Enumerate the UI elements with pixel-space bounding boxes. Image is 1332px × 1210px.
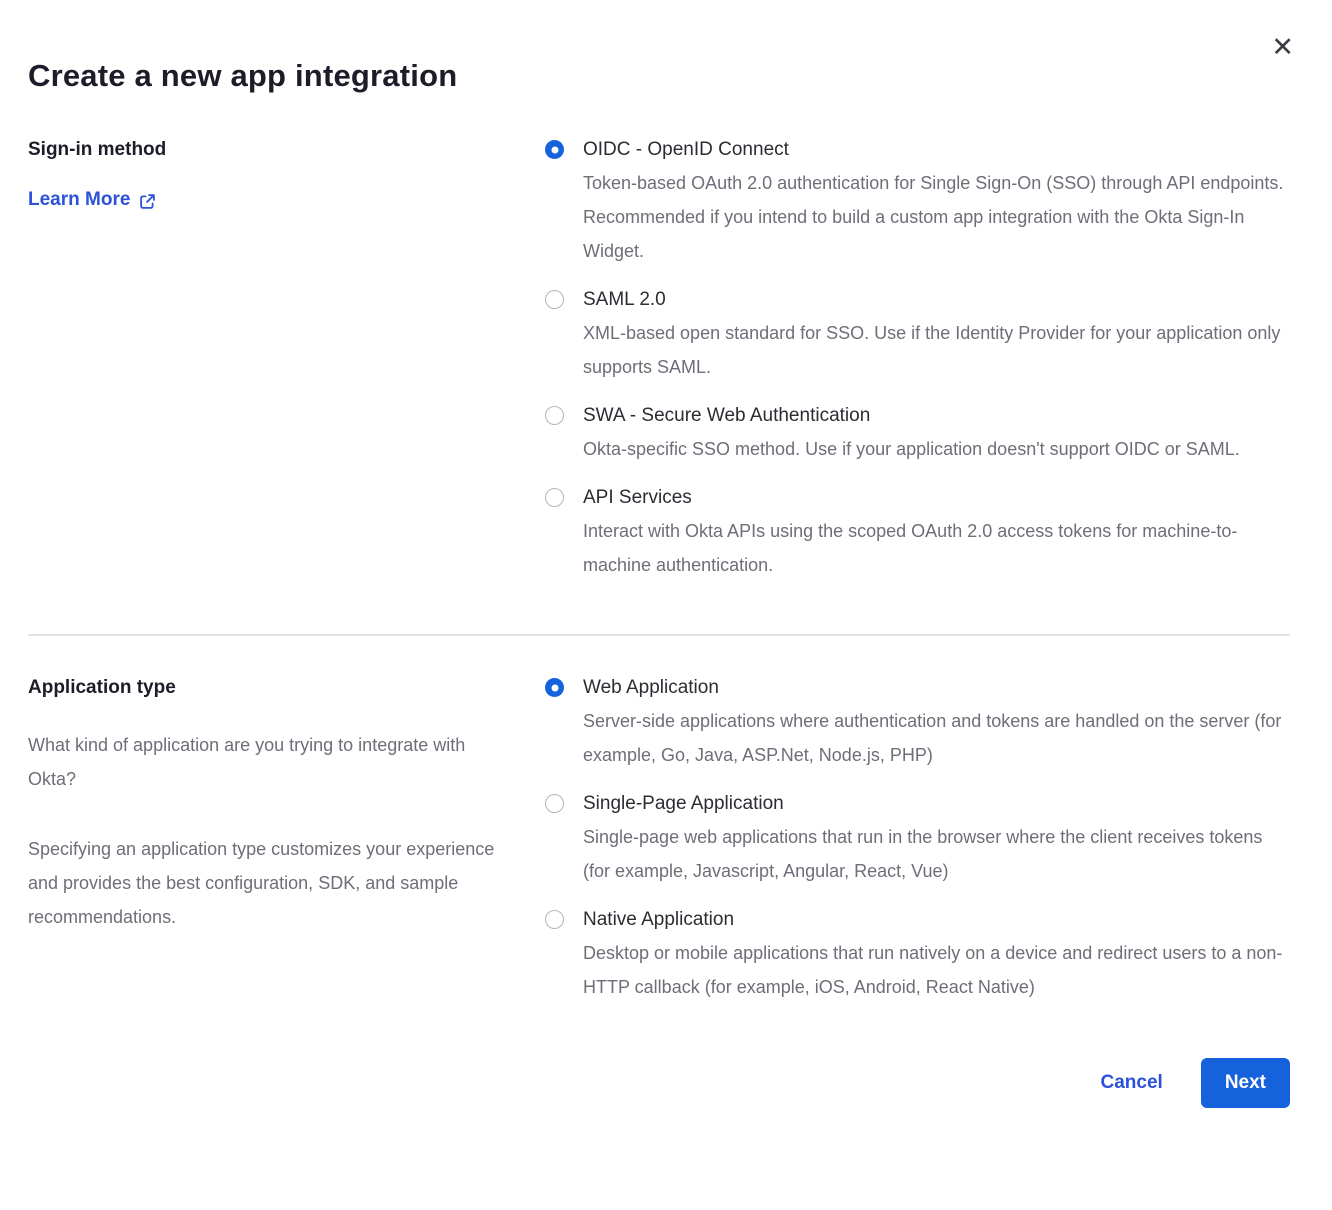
- radio-option-swa[interactable]: [545, 404, 1290, 466]
- radio-button-single-page-application[interactable]: [545, 794, 564, 813]
- radio-button-oidc[interactable]: [545, 140, 564, 159]
- signin-method-section: [28, 138, 1290, 582]
- radio-option-api-services[interactable]: [545, 486, 1290, 582]
- next-button[interactable]: Next: [1201, 1058, 1290, 1108]
- radio-button-api-services[interactable]: [545, 488, 564, 507]
- radio-option-single-page-application[interactable]: [545, 792, 1290, 888]
- application-type-section: [28, 676, 1290, 1004]
- radio-description-swa: Okta-specific SSO method. Use if your application doesn't support OIDC or SAML.: [583, 439, 1240, 459]
- application-type-options: [545, 676, 1290, 1004]
- application-type-description-2: Specifying an application type customizes your experience and provides the best configuration, SDK, and sample recommendations.: [28, 839, 495, 927]
- radio-description-saml: XML-based open standard for SSO. Use if the Identity Provider for your application only supports SAML.: [583, 323, 1281, 377]
- radio-label-single-page-application[interactable]: Single-Page Application: [583, 793, 784, 814]
- radio-option-web-application[interactable]: [545, 676, 1290, 772]
- signin-method-left-column: [28, 138, 545, 211]
- radio-label-api-services[interactable]: API Services: [583, 487, 692, 508]
- radio-option-saml[interactable]: [545, 288, 1290, 384]
- dialog-footer: [28, 1058, 1290, 1108]
- radio-description-native-application: Desktop or mobile applications that run natively on a device and redirect users to a non-HTTP callback (for example, iOS, Android, React Native): [583, 943, 1283, 997]
- dialog-title: Create a new app integration: [28, 58, 458, 93]
- application-type-left-column: [28, 676, 545, 934]
- learn-more-link[interactable]: [28, 189, 156, 211]
- radio-label-web-application[interactable]: Web Application: [583, 677, 719, 698]
- radio-description-web-application: Server-side applications where authentication and tokens are handled on the server (for example, Go, Java, ASP.Net, Node.js, PHP): [583, 711, 1282, 765]
- learn-more-label: Learn More: [28, 189, 131, 210]
- radio-label-swa[interactable]: SWA - Secure Web Authentication: [583, 405, 871, 426]
- radio-description-oidc: Token-based OAuth 2.0 authentication for Single Sign-On (SSO) through API endpoints. Recommended if you intend to build a custom app integration with the Okta Sign-In Widget.: [583, 173, 1284, 261]
- radio-label-native-application[interactable]: Native Application: [583, 909, 735, 930]
- radio-label-saml[interactable]: SAML 2.0: [583, 289, 666, 310]
- radio-option-oidc[interactable]: [545, 138, 1290, 268]
- section-divider: [28, 634, 1290, 636]
- radio-description-single-page-application: Single-page web applications that run in the browser where the client receives tokens (for example, Javascript, Angular, React, Vue): [583, 827, 1263, 881]
- radio-button-swa[interactable]: [545, 406, 564, 425]
- radio-option-native-application[interactable]: [545, 908, 1290, 1004]
- radio-description-api-services: Interact with Okta APIs using the scoped OAuth 2.0 access tokens for machine-to-machine authentication.: [583, 521, 1238, 575]
- radio-button-native-application[interactable]: [545, 910, 564, 929]
- radio-button-saml[interactable]: [545, 290, 564, 309]
- application-type-label: Application type: [28, 677, 176, 698]
- radio-label-oidc[interactable]: OIDC - OpenID Connect: [583, 139, 789, 160]
- cancel-button[interactable]: Cancel: [1100, 1072, 1163, 1093]
- external-link-icon: [139, 191, 156, 210]
- application-type-description-1: What kind of application are you trying to integrate with Okta?: [28, 735, 466, 789]
- signin-method-label: Sign-in method: [28, 139, 167, 160]
- signin-method-options: [545, 138, 1290, 582]
- close-icon[interactable]: ✕: [1271, 32, 1294, 63]
- radio-button-web-application[interactable]: [545, 678, 564, 697]
